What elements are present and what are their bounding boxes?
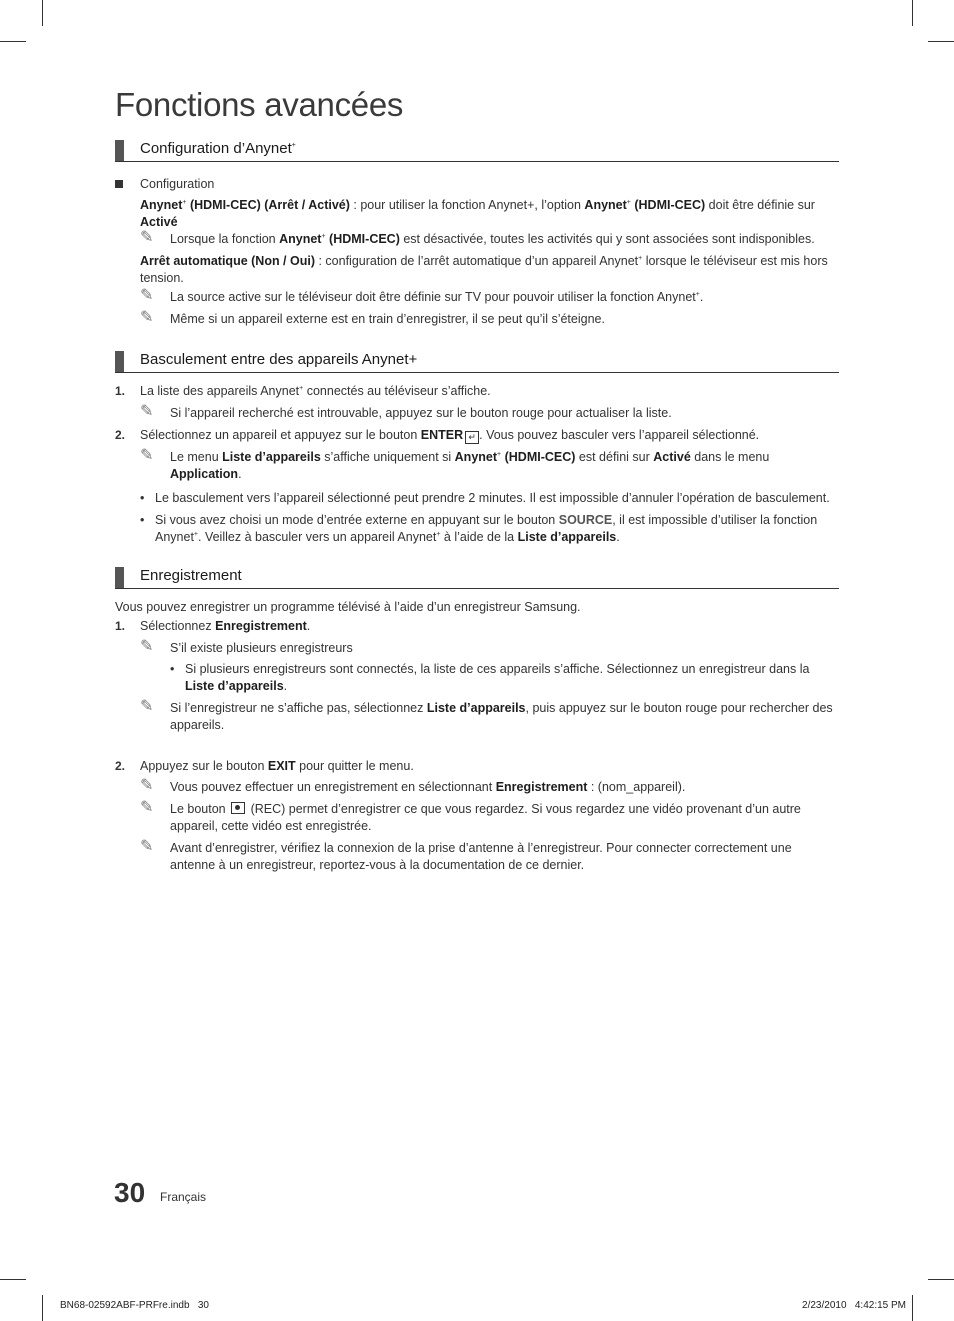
note: ✎ Si l’appareil recherché est introuvable, appuyez sur le bouton rouge pour actualiser la liste.: [140, 403, 672, 420]
pencil-note-icon: ✎: [140, 777, 154, 794]
rec-button-icon: [231, 802, 245, 814]
section-title: Configuration d’Anynet: [140, 140, 292, 157]
crop-mark: [42, 1295, 43, 1321]
config-item: Configuration: [115, 176, 839, 193]
crop-mark: [912, 1295, 913, 1321]
pencil-note-icon: ✎: [140, 403, 154, 420]
note: ✎ Vous pouvez effectuer un enregistrement en sélectionnant Enregistrement : (nom_appareil).: [140, 777, 686, 794]
square-bullet-icon: [115, 180, 123, 188]
pencil-note-icon: ✎: [140, 838, 154, 855]
note: ✎ Avant d’enregistrer, vérifiez la connexion de la prise d’antenne à l’enregistreur. Pour connecter correctement une antenne à un enregistreur, reportez-vous à la documentation de ce dernier.: [140, 838, 792, 872]
print-file-info: BN68-02592ABF-PRFre.indb 30: [60, 1300, 209, 1311]
page-language: Français: [160, 1190, 207, 1204]
pencil-note-icon: ✎: [140, 799, 154, 816]
enter-button-icon: ↵: [465, 431, 479, 444]
step: 1. La liste des appareils Anynet+ connectés au téléviseur s’affiche.: [115, 384, 491, 398]
section-bar-icon: [115, 567, 124, 588]
section-header-switching: [115, 349, 839, 373]
pencil-note-icon: ✎: [140, 287, 154, 304]
note: ✎ Lorsque la fonction Anynet+ (HDMI-CEC) est désactivée, toutes les activités qui y sont associées sont indisponibles.: [140, 229, 815, 246]
note: ✎ Le menu Liste d’appareils s’affiche uniquement si Anynet+ (HDMI-CEC) est défini sur Activé dans le menu Application.: [140, 447, 770, 481]
paragraph: Arrêt automatique (Non / Oui) : configuration de l’arrêt automatique d’un appareil Anynet+ lorsque le téléviseur est mis hors tension.: [140, 254, 828, 285]
section-header-anynet-config: Configuration d’Anynet+: [115, 138, 839, 162]
crop-mark: [0, 41, 26, 42]
crop-mark: [0, 1279, 26, 1280]
page-number: 30: [114, 1177, 146, 1208]
crop-mark: [912, 0, 913, 26]
intro-paragraph: Vous pouvez enregistrer un programme télévisé à l’aide d’un enregistreur Samsung.: [115, 600, 581, 614]
bullet-item: • Le basculement vers l’appareil sélectionné peut prendre 2 minutes. Il est impossible d’annuler l’opération de basculement.: [140, 491, 830, 505]
section-title: Basculement entre des appareils Anynet+: [140, 351, 418, 368]
section-title: Enregistrement: [140, 567, 242, 584]
note: ✎ La source active sur le téléviseur doit être définie sur TV pour pouvoir utiliser la fonction Anynet+.: [140, 287, 704, 304]
bullet-dot-icon: •: [140, 513, 145, 527]
paragraph: Anynet+ (HDMI-CEC) (Arrêt / Activé) : pour utiliser la fonction Anynet+, l’option Anynet+ (HDMI-CEC) doit être définie sur Activé: [140, 198, 815, 229]
crop-mark: [928, 1279, 954, 1280]
pencil-note-icon: ✎: [140, 229, 154, 246]
print-timestamp: 2/23/2010 4:42:15 PM: [802, 1300, 906, 1311]
section-bar-icon: [115, 351, 124, 372]
section-bar-icon: [115, 140, 124, 161]
crop-mark: [928, 41, 954, 42]
page-content: [115, 138, 839, 874]
note: ✎ Le bouton (REC) permet d’enregistrer ce que vous regardez. Si vous regardez une vidéo provenant d’un autre appareil, cette vidéo est enregistrée.: [140, 799, 801, 833]
section-header-recording: [115, 565, 839, 589]
step: 1. Sélectionnez Enregistrement.: [115, 619, 311, 633]
crop-mark: [42, 0, 43, 26]
pencil-note-icon: ✎: [140, 447, 154, 464]
pencil-note-icon: ✎: [140, 309, 154, 326]
pencil-note-icon: ✎: [140, 698, 154, 715]
bullet-dot-icon: •: [140, 491, 145, 505]
chapter-title: Fonctions avancées: [115, 86, 404, 123]
step: 2. Appuyez sur le bouton EXIT pour quitter le menu.: [115, 759, 414, 773]
bullet-item: • Si plusieurs enregistreurs sont connectés, la liste de ces appareils s’affiche. Sélectionnez un enregistreur dans la Liste d’appareils.: [170, 662, 810, 693]
pencil-note-icon: ✎: [140, 638, 154, 655]
step: 2. Sélectionnez un appareil et appuyez sur le bouton ENTER ↵ . Vous pouvez basculer vers l’appareil sélectionné.: [115, 428, 760, 442]
bullet-dot-icon: •: [170, 662, 175, 676]
note: ✎ Même si un appareil externe est en train d’enregistrer, il se peut qu’il s’éteigne.: [140, 309, 605, 326]
bullet-item: • Si vous avez choisi un mode d’entrée externe en appuyant sur le bouton SOURCE, il est impossible d’utiliser la fonction Anynet+. Veillez à basculer vers un appareil Anynet+ à l’aide de la Liste d’appareils.: [140, 513, 818, 544]
note: ✎ S’il existe plusieurs enregistreurs: [140, 638, 353, 655]
note: ✎ Si l’enregistreur ne s’affiche pas, sélectionnez Liste d’appareils, puis appuyez sur le bouton rouge pour rechercher des appareils.: [140, 698, 833, 732]
